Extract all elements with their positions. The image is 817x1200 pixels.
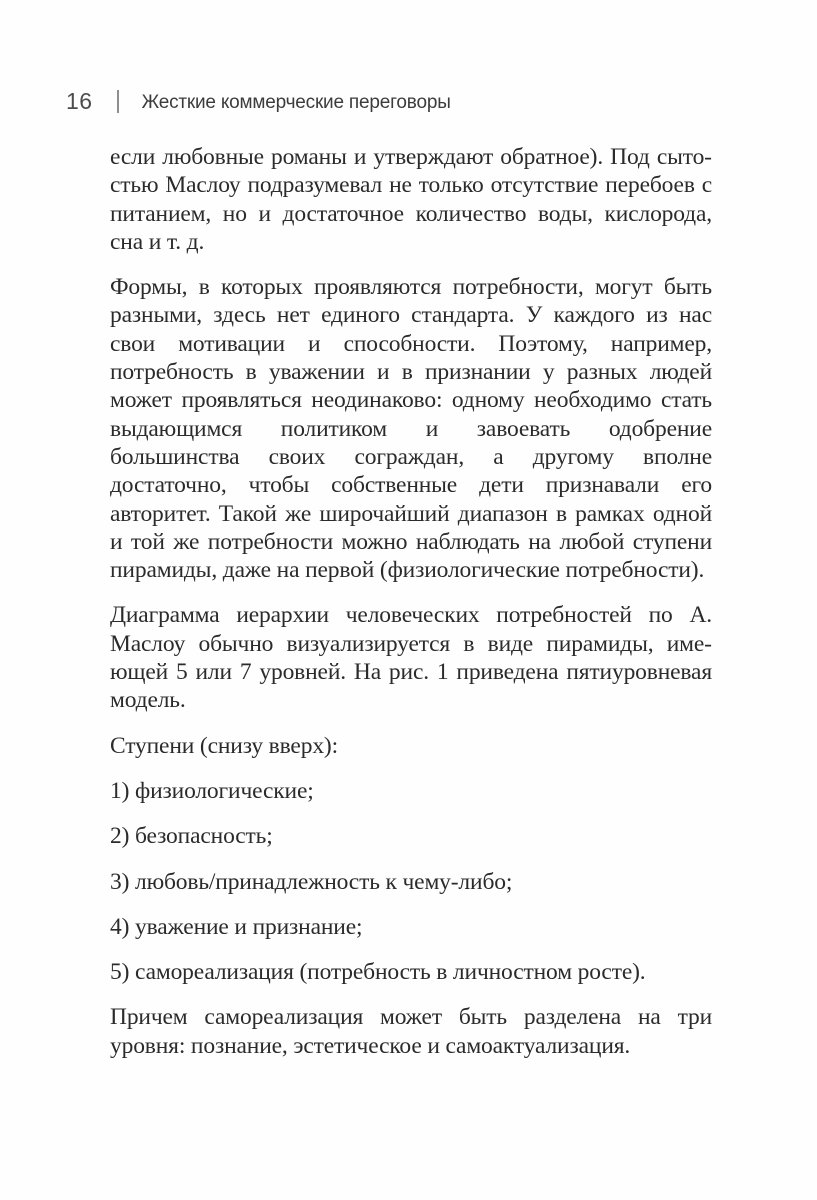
list-item-safety: 2) безопасность; bbox=[110, 823, 273, 850]
page-body bbox=[110, 143, 712, 1077]
page-number: 16 bbox=[66, 88, 93, 114]
paragraph-satiety: если любовные романы и утверждают обратное). Под сытостью Маслоу подразумевал не только отсутствие перебоев с питанием, но и достаточное количество воды, кислорода, сна и т. д. bbox=[110, 144, 712, 255]
list-intro: Ступени (снизу вверх): bbox=[110, 732, 338, 759]
header-divider bbox=[117, 90, 119, 113]
paragraph-forms-of-needs: Формы, в которых проявляются потребности, могут быть разными, здесь нет единого стандарта. У каждого из нас свои мотивации и способности. Поэтому, например, потребность в уважении и в признании у разных людей может проявляться неодинаково: одному необходимо стать выдающимся политиком и завоевать одобрение большинства своих сограждан, а другому вполне достаточно, чтобы собственные дети признавали его авторитет. Такой же широчайший диапазон в рамках одной и той же потребности можно наблюдать на любой ступени пирамиды, даже на первой (физиологические потребности). bbox=[110, 274, 712, 584]
running-title: Жесткие коммерческие переговоры bbox=[141, 91, 451, 113]
page-header bbox=[66, 90, 451, 113]
list-item-esteem: 4) уважение и признание; bbox=[110, 913, 363, 940]
paragraph-maslow-diagram: Диаграмма иерархии человеческих потребностей по А. Маслоу обычно визуализируется в виде пирамиды, имеющей 5 или 7 уровней. На рис. 1 приведена пятиуровневая модель. bbox=[110, 602, 712, 714]
paragraph-three-levels: Причем самореализация может быть разделена на три уровня: познание, эстетическое и самоактуализация. bbox=[110, 1004, 712, 1059]
list-item-physiological: 1) физиологические; bbox=[110, 777, 314, 804]
list-item-love-belonging: 3) любовь/принадлежность к чему-либо; bbox=[110, 868, 513, 895]
list-item-self-actualization: 5) самореализация (потребность в личностном росте). bbox=[110, 959, 646, 986]
